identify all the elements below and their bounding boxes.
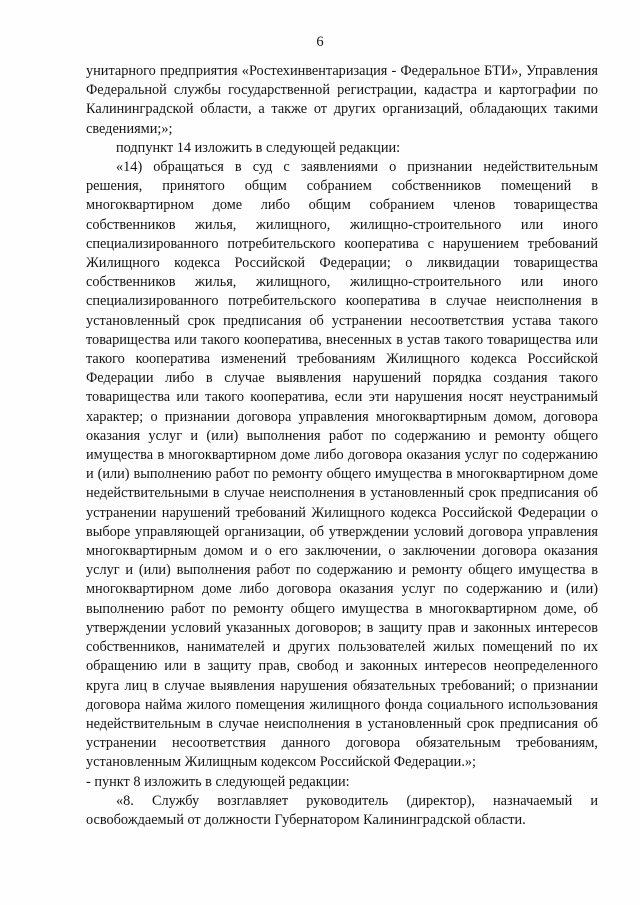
paragraph-subitem-14-text: «14) обращаться в суд с заявлениями о признании недействительным решения, принятого общим собранием собственников помещений в многоквартирном доме либо общим собранием членов товарищества собственников жилья, жилищного, жилищно-строительного или иного специализированного потребительского кооператива с нарушением требований Жилищного кодекса Российской Федерации; о ликвидации товарищества собственников жилья, жилищного, жилищно-строительного или иного специализированного потребительского кооператива в случае неисполнения в установленный срок предписания об устранении несоответствия устава такого товарищества или такого кооператива, внесенных в устав такого товарищества или такого кооператива изменений требованиям Жилищного кодекса Российской Федерации либо в случае выявления нарушений порядка создания такого товарищества или такого кооператива, если эти нарушения носят неустранимый характер; о признании договора управления многоквартирным домом, договора оказания услуг и (или) выполнения работ по содержанию и ремонту общего имущества в многоквартирном доме либо договора оказания услуг по содержанию и (или) выполнению работ по ремонту общего имущества в многоквартирном доме недействительными в случае неисполнения в установленный срок предписания об устранении нарушений требований Жилищного кодекса Российской Федерации о выборе управляющей организации, об утверждении условий договора управления многоквартирным домом и о его заключении, о заключении договора оказания услуг и (или) выполнения работ по содержанию и ремонту общего имущества в многоквартирном доме либо договора оказания услуг по содержанию и (или) выполнению работ по ремонту общего имущества в многоквартирном доме, об утверждении условий указанных договоров; в защиту прав и законных интересов собственников, нанимателей и других пользователей жилых помещений по их обращению или в защиту прав, свобод и законных интересов неопределенного круга лиц в случае выявления нарушения обязательных требований; о признании договора найма жилого помещения жилищного фонда социального использования недействительным в случае неисполнения в установленный срок предписания об устранении несоответствия данного договора обязательным требованиям, установленным Жилищным кодексом Российской Федерации.»; [86, 159, 598, 771]
paragraph-continuation: унитарного предприятия «Ростехинвентаризация - Федеральное БТИ», Управления Федеральной службы государственной регистрации, кадастра и картографии по Калининградской области, а также от других организаций, обладающих такими сведениями;»; [86, 63, 598, 137]
paragraph-item-8-text: «8. Службу возглавляет руководитель (директор), назначаемый и освобождаемый от должности Губернатором Калининградской области. [86, 792, 598, 828]
paragraph-item-8-intro: - пункт 8 изложить в следующей редакции: [86, 773, 350, 790]
paragraph-subitem-14-intro: подпункт 14 изложить в следующей редакции: [116, 139, 401, 156]
page-number: 6 [316, 34, 324, 50]
document-body [86, 62, 598, 830]
